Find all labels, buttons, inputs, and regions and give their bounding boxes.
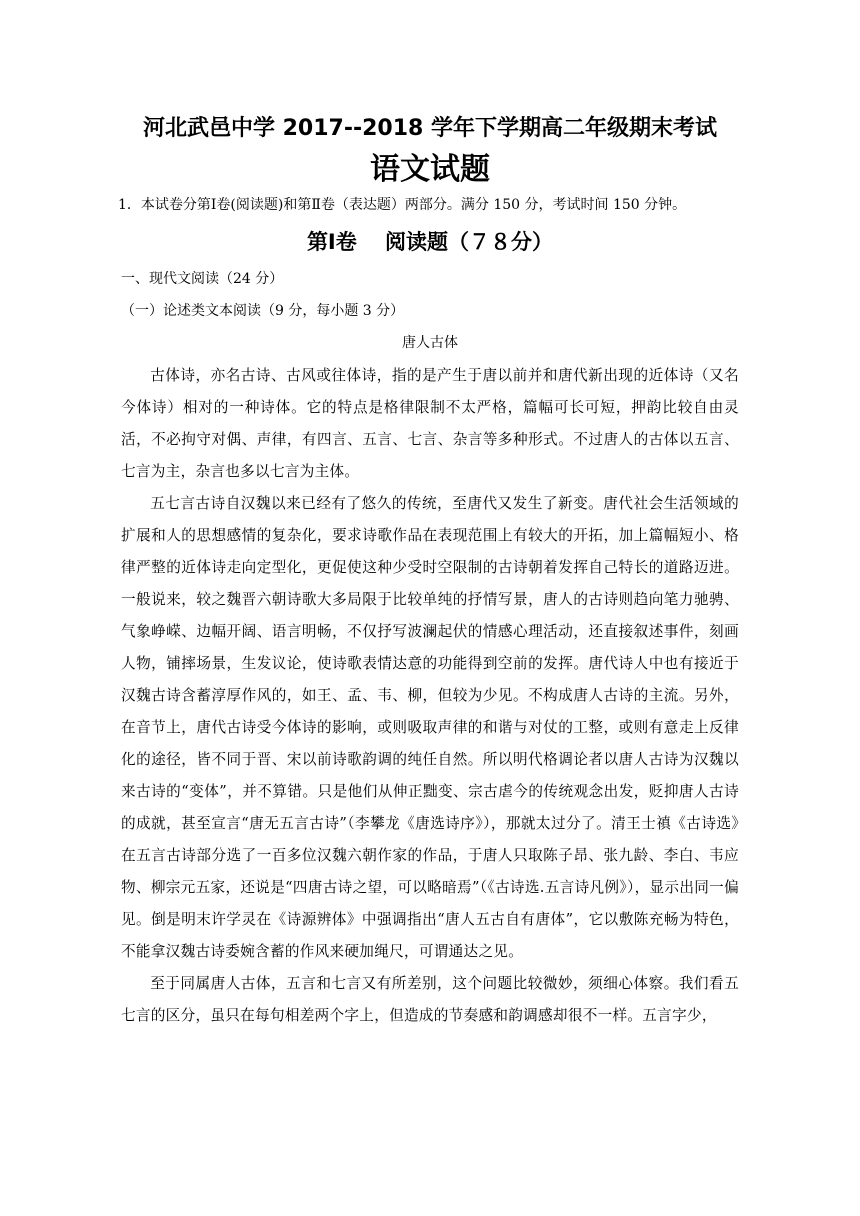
- section-title: 第Ⅰ卷 阅读题（７８分）: [306, 230, 554, 254]
- article-title: 唐人古体: [402, 335, 458, 351]
- article-paragraph: 五七言古诗自汉魏以来已经有了悠久的传统，至唐代又发生了新变。唐代社会生活领域的扩展和人的思想感情的复杂化，要求诗歌作品在表现范围上有较大的开拓，加上篇幅短小、格律严整的近体诗走向定型化，更促使这种少受时空限制的古诗朝着发挥自己特长的道路迈进。一般说来，较之魏晋六朝诗歌大多局限于比较单纯的抒情写景，唐人的古诗则趋向笔力驰骋、气象峥嵘、边幅开阔、语言明畅，不仅抒写波澜起伏的情感心理活动，还直接叙述事件，刻画人物，铺摔场景，生发议论，使诗歌表情达意的功能得到空前的发挥。唐代诗人中也有接近于汉魏古诗含蓄淳厚作风的，如王、孟、韦、柳，但较为少见。不构成唐人古诗的主流。另外，在音节上，唐代古诗受今体诗的影响，或则吸取声律的和谐与对仗的工整，或则有意走上反律化的途径，皆不同于晋、宋以前诗歌韵调的纯任自然。所以明代格调论者以唐人古诗为汉魏以来古诗的“变体”，并不算错。只是他们从伸正黜变、宗古虐今的传统观念出发，贬抑唐人古诗的成就，甚至宣言“唐无五言古诗”（李攀龙《唐选诗序》），那就太过分了。清王士禛《古诗选》在五言古诗部分选了一百多位汉魏六朝作家的作品，于唐人只取陈子昂、张九龄、李白、韦应物、柳宗元五家，还说是“四唐古诗之望，可以略暗焉”（《古诗选.五言诗凡例》），显示出同一偏见。倒是明末许学灵在《诗源辨体》中强调指出“唐人五古自有唐体”，它以敷陈充畅为特色，不能拿汉魏古诗委婉含蓄的作风来硬加绳尺，可谓通达之见。: [121, 495, 739, 960]
- article-paragraph: 至于同属唐人古体，五言和七言又有所差别，这个问题比较微妙，须细心体察。我们看五七言的区分，虽只在每句相差两个字上，但造成的节奏感和韵调感却很不一样。五言字少，: [121, 975, 739, 1024]
- sub-heading: （一）论述类文本阅读（9 分，每小题 3 分）: [121, 303, 405, 319]
- school-title: 河北武邑中学 2017--2018 学年下学期高二年级期末考试: [142, 116, 718, 141]
- subject-title: 语文试题: [370, 152, 490, 187]
- part-heading: 一、现代文阅读（24 分）: [121, 271, 284, 287]
- article-paragraph: 古体诗，亦名古诗、古风或往体诗，指的是产生于唐以前并和唐代新出现的近体诗（又名今体诗）相对的一种诗体。它的特点是格律限制不太严格，篇幅可长可短，押韵比较自由灵活，不必拘守对偶、声律，有四言、五言、七言、杂言等多种形式。不过唐人的古体以五言、七言为主，杂言也多以七言为主体。: [121, 367, 739, 480]
- exam-instructions: 1．本试卷分第Ⅰ卷(阅读题)和第Ⅱ卷（表达题）两部分。满分 150 分，考试时间 150 分钟。: [118, 197, 687, 213]
- article-body: [121, 360, 739, 1032]
